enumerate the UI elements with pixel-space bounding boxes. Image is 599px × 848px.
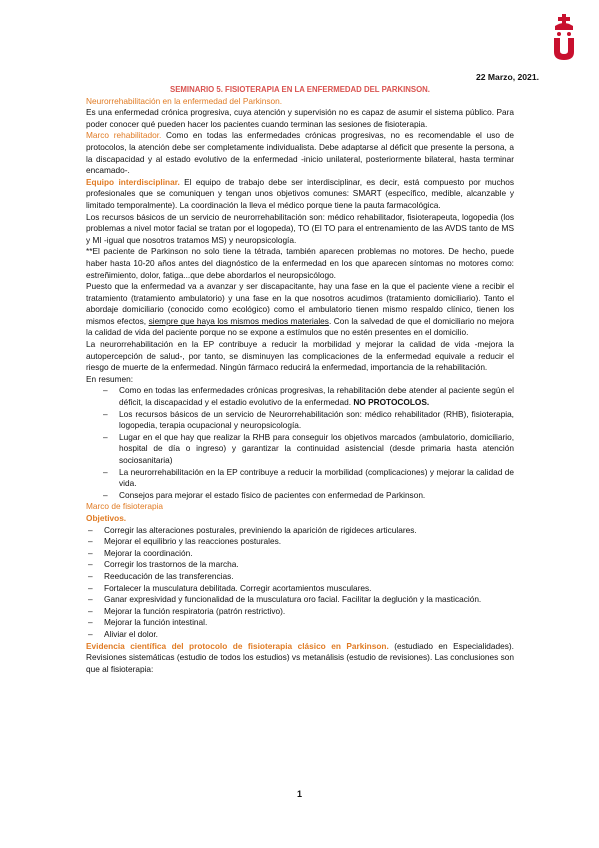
list-item: – Mejorar la función intestinal. (86, 617, 514, 629)
paragraph-equipo: Equipo interdisciplinar. El equipo de trabajo debe ser interdisciplinar, es decir, está compuesto por muchos profesionales que se comuniquen y tengan unos objetivos comunes: SMART (específico, medible, alcanzable y limitado temporalmente). La coordinación la lleva el médico porque tiene la pauta farmacológica. (86, 176, 514, 210)
label-evidencia: Evidencia científica del protocolo de fisioterapia clásico en Parkinson. (86, 640, 389, 651)
list-item: – Mejorar el equilibrio y las reacciones posturales. (86, 536, 514, 548)
paragraph-recursos: Los recursos básicos de un servicio de neurorrehabilitación son: médico rehabilitador, fisioterapeuta, logopedia (los problemas a nivel motor facial se tratan por el logopeda), TO (El TO para el entrenamiento de las AVDS tanto de MS y MI -igual que nosotros tratamos MS) y neuropsicología. (86, 211, 514, 245)
list-item: – Ganar expresividad y funcionalidad de la musculatura oro facial. Facilitar la deglución y la masticación. (86, 594, 514, 606)
document-body (86, 84, 514, 675)
list-item: – Mejorar la coordinación. (86, 548, 514, 560)
list-item: – Los recursos básicos de un servicio de Neurorrehabilitación son: médico rehabilitador (RHB), fisioterapia, logopedia, terapia ocupacional y neuropsicología. (86, 409, 514, 432)
document-title: SEMINARIO 5. FISIOTERAPIA EN LA ENFERMEDAD DEL PARKINSON. (170, 85, 430, 94)
university-logo-icon (553, 14, 575, 60)
summary-label: En resumen: (86, 373, 134, 384)
section-heading-fisioterapia: Marco de fisioterapia (86, 501, 164, 512)
paragraph-evidencia: Evidencia científica del protocolo de fisioterapia clásico en Parkinson. (estudiado en Especialidades). Revisiones sistemáticas (estudio de todos los estudios) vs metanálisis (estudio de revisiones). Las conclusiones son que al fisioterapia: (86, 640, 514, 674)
objectives-label: Objetivos. (86, 512, 127, 523)
paragraph-marco-rehabilitador: Marco rehabilitador. Como en todas las enfermedades crónicas progresivas, no es recomendable el uso de protocolos, la atención debe ser completamente individualista. Debe adaptarse al déficit que presente la persona, a la discapacidad y al estado evolutivo de la enfermedad -inicio unilateral, posteriormente bilateral, hasta terminar encamado-. (86, 130, 514, 176)
label-equipo: Equipo interdisciplinar. (86, 176, 180, 187)
list-item: – Como en todas las enfermedades crónicas progresivas, la rehabilitación debe atender al paciente según el déficit, la discapacidad y el estadio evolutivo de la enfermedad. NO PROTOCOLOS. (86, 385, 514, 408)
label-marco-rehabilitador: Marco rehabilitador. (86, 130, 162, 141)
list-item: – La neurorrehabilitación en la EP contribuye a reducir la morbilidad (complicaciones) y mejorar la calidad de vida. (86, 467, 514, 490)
list-item: – Lugar en el que hay que realizar la RHB para conseguir los objetivos marcados (ambulatorio, domiciliario, hospital de día o ingreso) y garantizar la continuidad asistencial (desde primaria hasta atención sociosanitaria) (86, 432, 514, 467)
paragraph-intro: Es una enfermedad crónica progresiva, cuya atención y supervisión no es capaz de asumir el sistema público. Para poder conocer qué pueden hacer los pacientes cuando terminan las sesiones de fisioterapia. (86, 107, 514, 129)
paragraph-neurorehab-ep: La neurorrehabilitación en la EP contribuye a reducir la morbilidad y mejorar la calidad de vida -mejora la autopercepción de salud-, por tanto, se disminuyen las complicaciones de la enfermedad equivale a reducir el riesgo de muerte de la enfermedad. Ningún fármaco reducirá la enfermedad, importancia de la rehabilitación. (86, 339, 514, 373)
paragraph-note: **El paciente de Parkinson no solo tiene la tétrada, también aparecen problemas no motores. De hecho, puede haber hasta 10-20 años antes del diagnóstico de la enfermedad en los que aparecen síntomas no motores como: estreñimiento, dolor, fatiga...que debe abordarlos el neuropsicólogo. (86, 246, 514, 280)
objectives-list (86, 525, 514, 641)
list-item: – Corregir los trastornos de la marcha. (86, 559, 514, 571)
list-item: – Consejos para mejorar el estado físico de pacientes con enfermedad de Parkinson. (86, 490, 514, 502)
summary-list (86, 385, 514, 501)
section-heading-neurorehab: Neurorrehabilitación en la enfermedad del Parkinson. (86, 95, 283, 106)
list-item: – Aliviar el dolor. (86, 629, 514, 641)
list-item: – Reeducación de las transferencias. (86, 571, 514, 583)
document-date: 22 Marzo, 2021. (475, 72, 539, 82)
list-item: – Corregir las alteraciones posturales, previniendo la aparición de rigideces articulares. (86, 525, 514, 537)
list-item: – Mejorar la función respiratoria (patrón restrictivo). (86, 606, 514, 618)
paragraph-tratamiento: Puesto que la enfermedad va a avanzar y ser discapacitante, hay una fase en la que el paciente viene a recibir el tratamiento (tratamiento ambulatorio) y una fase en la que nosotros acudimos (tratamiento domiciliario). Tanto el abordaje domiciliario (conocido como ecológico) como el ambulatorio tienen mismo respaldo clínico, tienen los mismos efectos, siempre que haya los mismos medios materiales. Con la salvedad de que el domiciliario no mejora la calidad de vida del paciente porque no se expone a estímulos que no estén presentes en el domicilio. (86, 281, 514, 338)
page-number: 1 (296, 789, 302, 799)
list-item: – Fortalecer la musculatura debilitada. Corregir acortamientos musculares. (86, 583, 514, 595)
